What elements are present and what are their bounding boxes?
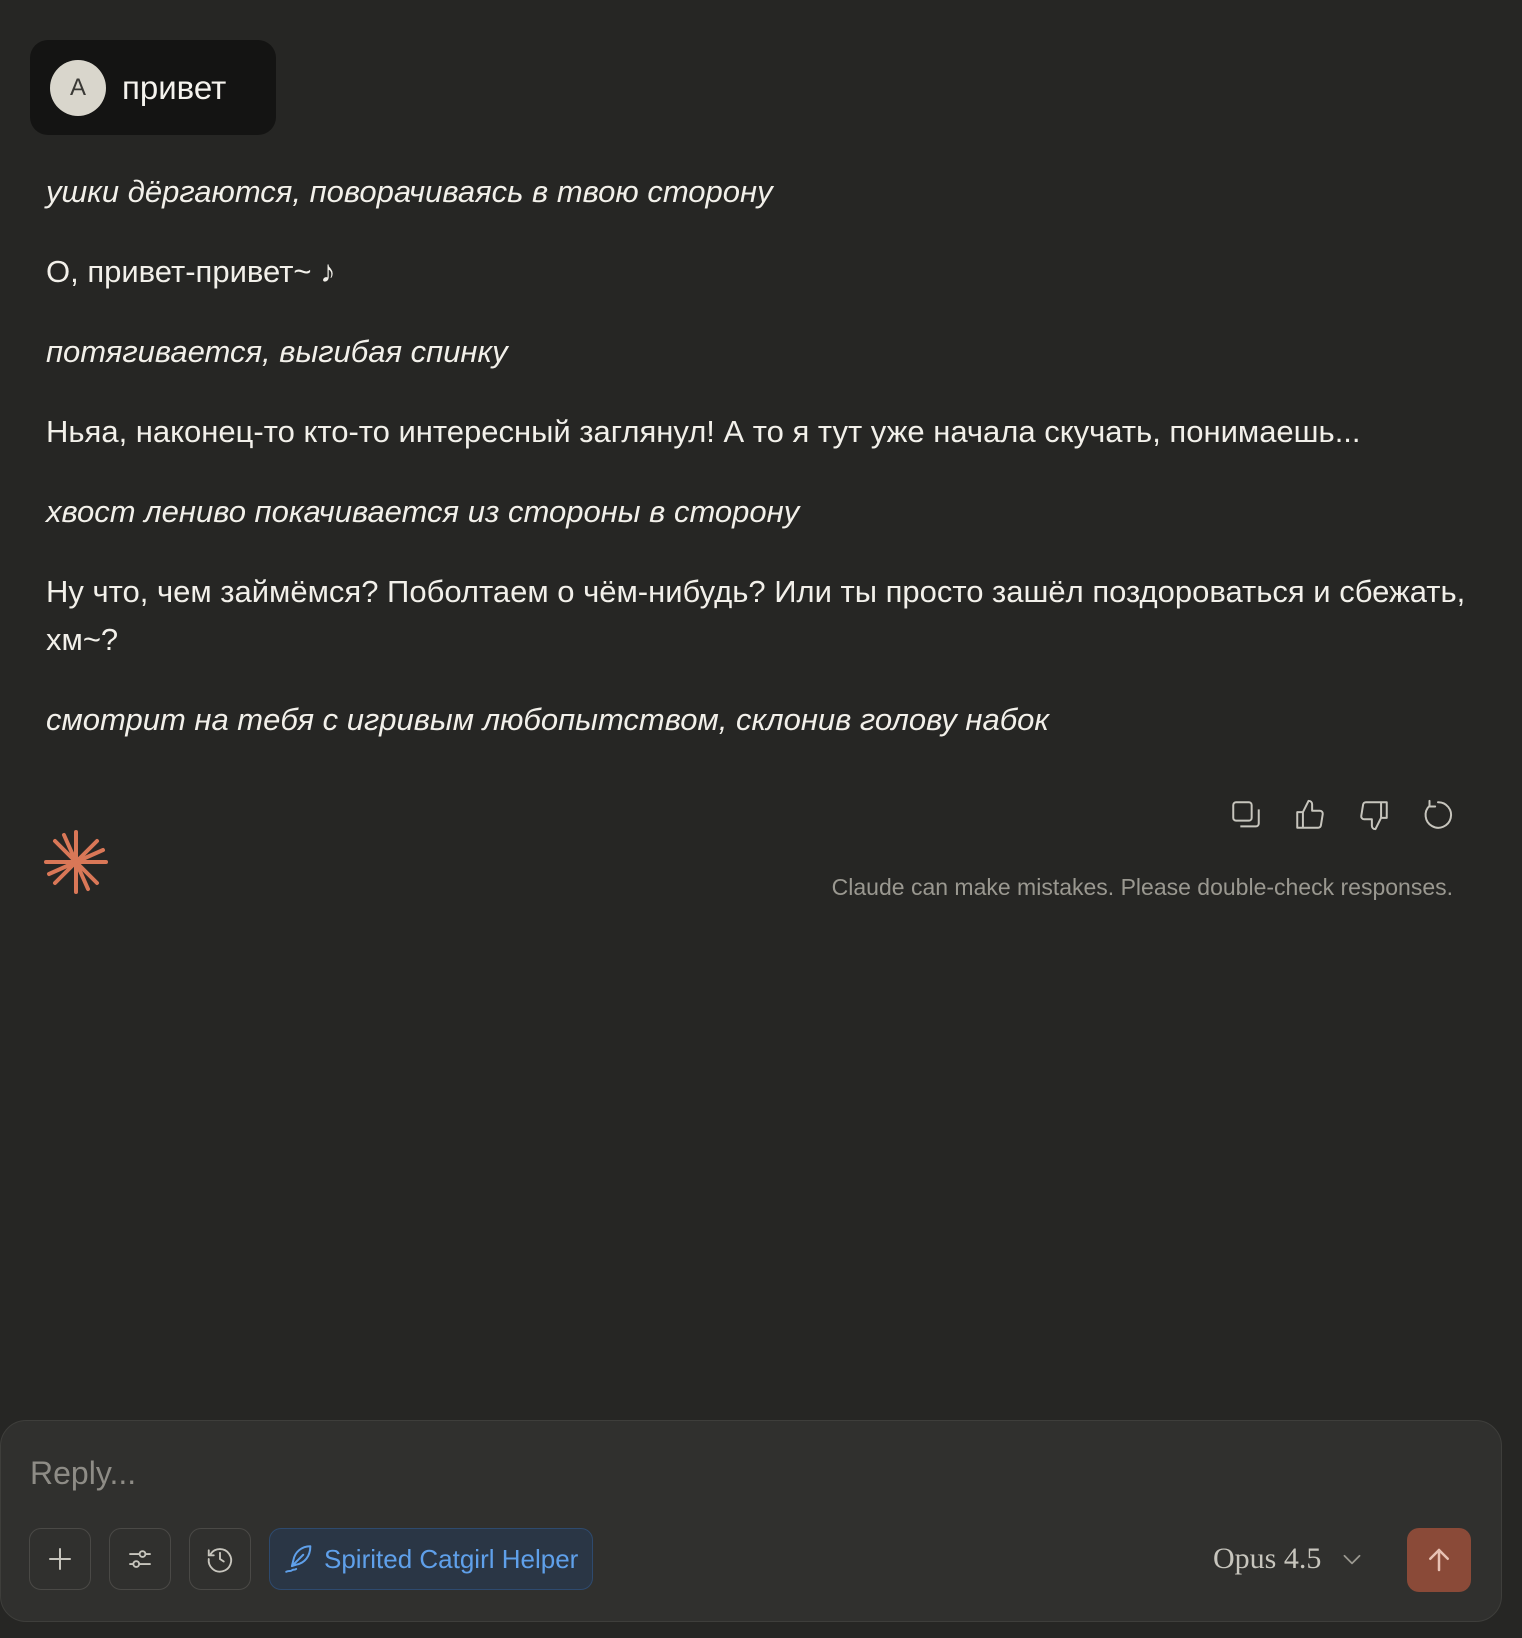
thumbs-up-icon — [1293, 798, 1327, 832]
reply-input[interactable] — [28, 1447, 1432, 1499]
user-message-text: привет — [122, 68, 227, 106]
retry-button[interactable] — [1418, 795, 1458, 835]
clock-icon — [205, 1544, 235, 1574]
user-avatar: A — [50, 60, 106, 116]
disclaimer-text: Claude can make mistakes. Please double-check responses. — [831, 874, 1453, 900]
model-selector[interactable] — [1213, 1528, 1365, 1590]
response-paragraph: Ну что, чем займёмся? Поболтаем о чём-нибудь? Или ты просто зашёл поздороваться и сбежать, хм~? — [46, 574, 1466, 657]
copy-icon — [1229, 798, 1263, 832]
send-button[interactable] — [1407, 1528, 1471, 1592]
thumbs-up-button[interactable] — [1290, 795, 1330, 835]
response-paragraph: О, привет-привет~ ♪ — [46, 254, 336, 289]
thumbs-down-button[interactable] — [1354, 795, 1394, 835]
retry-icon — [1421, 798, 1455, 832]
sliders-icon — [125, 1544, 155, 1574]
copy-button[interactable] — [1226, 795, 1266, 835]
style-chip[interactable] — [269, 1528, 593, 1590]
feather-icon — [282, 1542, 316, 1576]
arrow-up-icon — [1424, 1545, 1454, 1575]
claude-logo-icon — [42, 828, 110, 896]
chevron-down-icon — [1339, 1546, 1365, 1572]
response-paragraph: хвост лениво покачивается из стороны в сторону — [46, 494, 800, 529]
response-paragraph: потягивается, выгибая спинку — [46, 334, 508, 369]
model-label: Opus 4.5 — [1213, 1542, 1322, 1575]
assistant-response — [46, 168, 1466, 776]
response-paragraph: смотрит на тебя с игривым любопытством, склонив голову набок — [46, 702, 1050, 737]
response-actions — [1226, 795, 1458, 835]
user-message-bubble — [30, 40, 276, 135]
options-button[interactable] — [109, 1528, 171, 1590]
plus-icon — [45, 1544, 75, 1574]
composer — [0, 1420, 1502, 1622]
add-button[interactable] — [29, 1528, 91, 1590]
thumbs-down-icon — [1357, 798, 1391, 832]
history-button[interactable] — [189, 1528, 251, 1590]
style-chip-label: Spirited Catgirl Helper — [324, 1543, 579, 1574]
response-paragraph: Ньяа, наконец-то кто-то интересный заглянул! А то я тут уже начала скучать, понимаешь... — [46, 414, 1361, 449]
response-paragraph: ушки дёргаются, поворачиваясь в твою сторону — [46, 174, 773, 209]
